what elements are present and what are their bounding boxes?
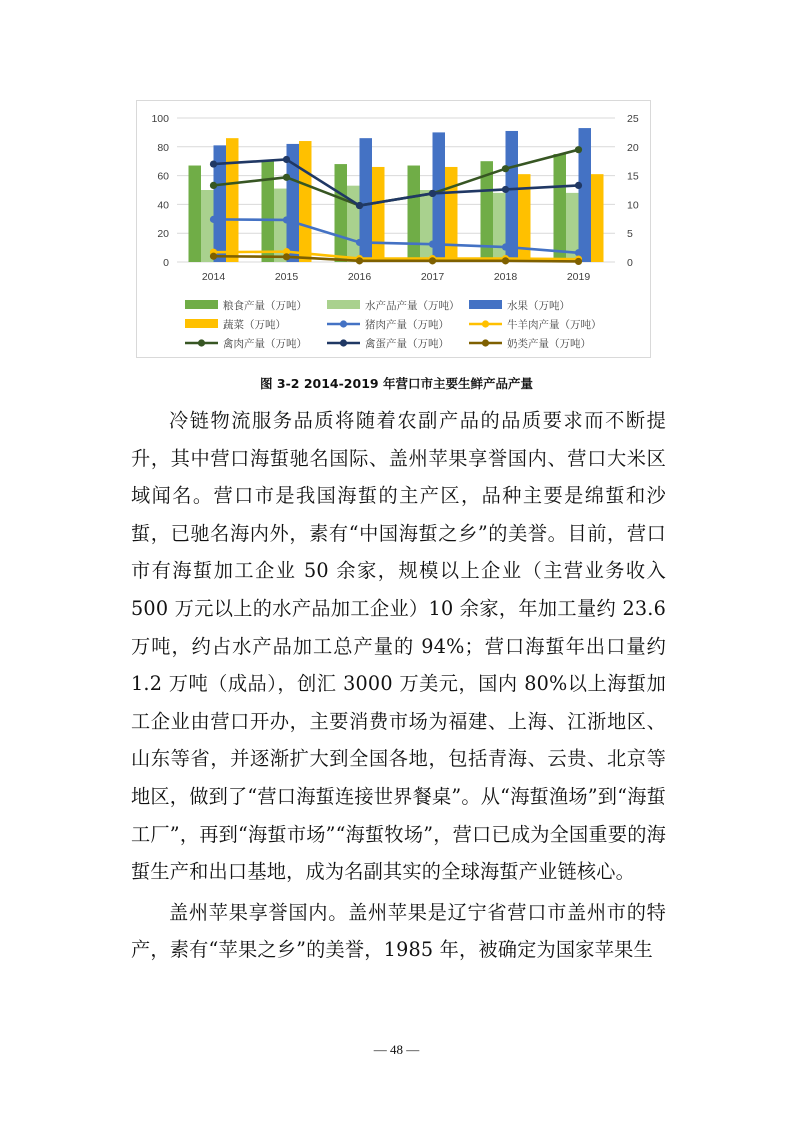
x-tick-label: 2019 <box>566 271 591 283</box>
bar <box>408 166 421 262</box>
chart-container <box>136 100 651 358</box>
y-left-tick-label: 20 <box>157 228 169 241</box>
legend-marker <box>198 339 205 346</box>
legend-label: 粮食产量（万吨） <box>223 300 307 312</box>
legend-swatch <box>327 300 360 309</box>
legend-label: 水产品产量（万吨） <box>365 300 460 312</box>
legend-label: 奶类产量（万吨） <box>507 338 591 350</box>
data-point <box>502 257 509 264</box>
bar <box>506 131 519 262</box>
data-point <box>283 253 290 260</box>
y-right-tick-label: 5 <box>627 228 633 241</box>
production-chart <box>137 101 650 357</box>
bar <box>591 174 604 262</box>
legend-marker <box>340 339 347 346</box>
bar <box>554 154 567 262</box>
data-point <box>502 165 509 172</box>
y-right-tick-label: 25 <box>627 113 639 125</box>
legend-label: 禽蛋产量（万吨） <box>365 338 449 350</box>
legend-label: 蔬菜（万吨） <box>223 319 286 331</box>
data-point <box>356 257 363 264</box>
data-point <box>502 243 509 250</box>
legend-label: 水果（万吨） <box>507 300 570 312</box>
data-point <box>502 186 509 193</box>
y-left-tick-label: 0 <box>163 257 169 269</box>
data-point <box>429 190 436 197</box>
paragraph: 盖州苹果享誉国内。盖州苹果是辽宁省营口市盖州市的特产，素有“苹果之乡”的美誉，1985 年，被确定为国家苹果生 <box>131 900 666 962</box>
data-point <box>210 160 217 167</box>
legend-swatch <box>185 319 218 328</box>
y-right-tick-label: 10 <box>627 199 639 212</box>
x-tick-label: 2016 <box>347 271 372 283</box>
x-tick-label: 2017 <box>420 271 445 283</box>
data-point <box>210 253 217 260</box>
bar <box>493 193 506 262</box>
page-number: — 48 — <box>373 1042 420 1057</box>
data-point <box>283 216 290 223</box>
data-point <box>429 257 436 264</box>
data-point <box>356 202 363 209</box>
data-point <box>575 182 582 189</box>
body-text <box>131 402 666 972</box>
data-point <box>429 241 436 248</box>
bar <box>445 167 458 262</box>
bar <box>420 190 433 262</box>
legend-marker <box>482 339 489 346</box>
y-left-tick-label: 100 <box>151 113 169 125</box>
data-point <box>575 258 582 265</box>
legend-marker <box>340 320 347 327</box>
legend-swatch <box>469 300 502 309</box>
y-left-tick-label: 40 <box>157 199 169 212</box>
bar <box>335 164 348 262</box>
data-point <box>283 156 290 163</box>
bar <box>226 138 239 262</box>
x-tick-label: 2014 <box>201 271 226 283</box>
figure-caption: 图 3-2 2014-2019 年营口市主要生鲜产品产量 <box>260 376 533 391</box>
data-point <box>210 182 217 189</box>
bar <box>372 167 385 262</box>
bar <box>299 141 312 262</box>
y-left-tick-label: 80 <box>157 141 169 154</box>
y-left-tick-label: 60 <box>157 170 169 183</box>
legend-swatch <box>185 300 218 309</box>
data-point <box>575 249 582 256</box>
y-right-tick-label: 15 <box>627 170 639 183</box>
bar <box>189 166 202 262</box>
data-point <box>356 239 363 246</box>
legend-label: 禽肉产量（万吨） <box>223 338 307 350</box>
legend-label: 猪肉产量（万吨） <box>365 319 449 331</box>
x-tick-label: 2015 <box>274 271 299 283</box>
bar <box>262 161 275 262</box>
data-point <box>283 174 290 181</box>
x-tick-label: 2018 <box>493 271 518 283</box>
y-right-tick-label: 0 <box>627 257 633 269</box>
data-point <box>575 146 582 153</box>
legend-marker <box>482 320 489 327</box>
data-point <box>210 216 217 223</box>
y-right-tick-label: 20 <box>627 141 639 154</box>
legend-label: 牛羊肉产量（万吨） <box>507 319 602 331</box>
paragraph: 冷链物流服务品质将随着农副产品的品质要求而不断提升，其中营口海蜇驰名国际、盖州苹果享誉国内、营口大米区域闻名。营口市是我国海蜇的主产区，品种主要是绵蜇和沙蜇，已驰名海内外，素有“中国海蜇之乡”的美誉。目前，营口市有海蜇加工企业 50 余家，规模以上企业（主营业务收入 500 万元以上的水产品加工企业）10 余家，年加工量约 23.6 万吨，约占水产品加工总产量的 94%；营口海蜇年出口量约 1.2 万吨（成品），创汇 3000 万美元，国内 80%以上海蜇加工企业由营口开办，主要消费市场为福建、上海、江浙地区、山东等省，并逐渐扩大到全国各地，包括青海、云贵、北京等地区，做到了“营口海蜇连接世界餐桌”。从“海蜇渔场”到“海蜇工厂”，再到“海蜇市场”“海蜇牧场”，营口已成为全国重要的海蜇生产和出口基地，成为名副其实的全球海蜇产业链核心。 <box>131 409 666 884</box>
bar <box>347 186 360 262</box>
